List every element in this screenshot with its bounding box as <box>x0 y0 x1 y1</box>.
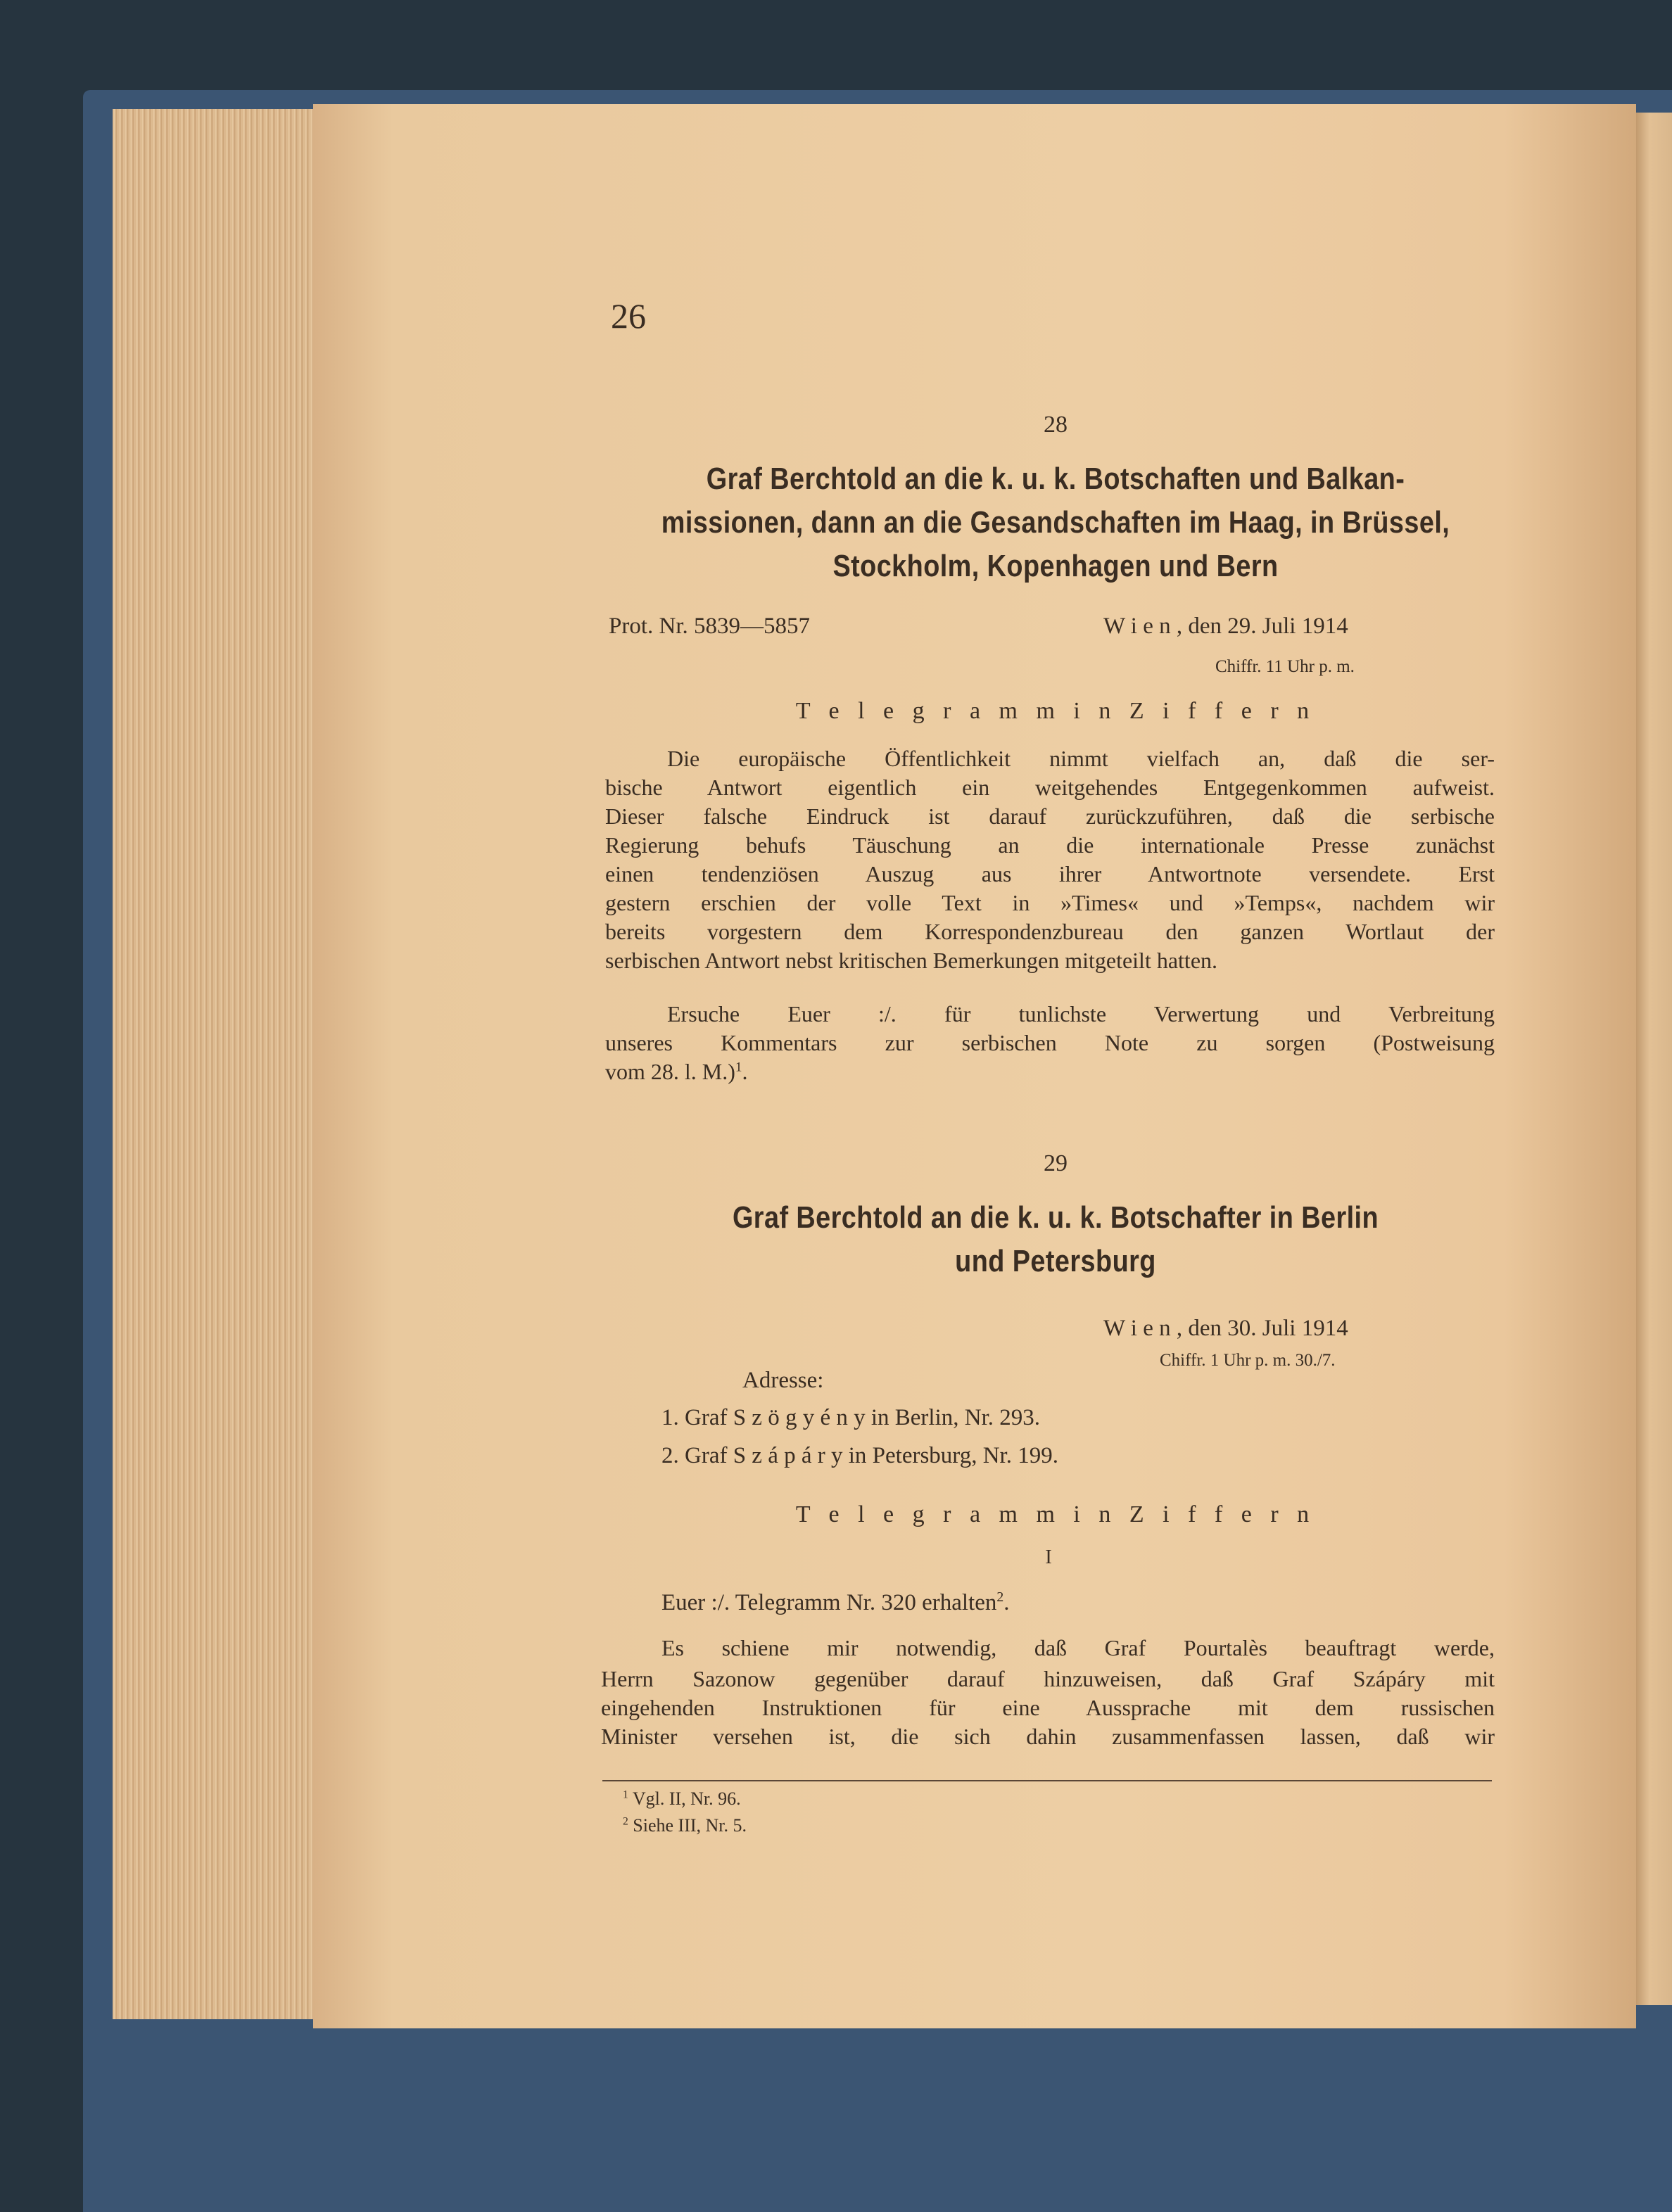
text-line: eingehenden Instruktionen für eine Aussprache mit dem russischen <box>601 1695 1495 1720</box>
footnote <box>623 1814 747 1838</box>
text-line: Dieser falsche Eindruck ist darauf zurückzuführen, daß die serbische <box>605 803 1495 829</box>
text-line: Euer :/. Telegramm Nr. 320 erhalten <box>661 1590 997 1615</box>
document-number: 29 <box>1044 1150 1068 1176</box>
body-paragraph-end <box>605 1057 1495 1086</box>
address-line: 1. Graf S z ö g y é n y in Berlin, Nr. 293. <box>661 1405 1041 1430</box>
facing-page-edge <box>1631 113 1672 2005</box>
text-line: serbischen Antwort nebst kritischen Bemerkungen mitgeteilt hatten. <box>605 948 1218 973</box>
document-title <box>626 1196 1485 1283</box>
body-paragraph-continued <box>605 1029 1495 1057</box>
body-paragraph <box>605 744 1495 773</box>
title-line: Graf Berchtold an die k. u. k. Botschaften und Balkan- <box>706 462 1405 496</box>
text-line: bische Antwort eigentlich ein weitgehendes Entgegenkommen aufweist. <box>605 775 1495 800</box>
protocol-number: Prot. Nr. 5839—5857 <box>609 614 811 639</box>
body-paragraph-continued <box>605 773 1495 946</box>
cipher-note: Chiffr. 11 Uhr p. m. <box>1215 657 1355 676</box>
footnote-marker: 1 <box>735 1060 742 1075</box>
footnote-rule <box>602 1780 1492 1781</box>
footnote-marker: 1 <box>623 1788 628 1801</box>
footnote-text: Vgl. II, Nr. 96. <box>632 1788 741 1809</box>
telegram-type: T e l e g r a m m i n Z i f f e r n <box>795 698 1316 724</box>
title-line: Graf Berchtold an die k. u. k. Botschafter in Berlin <box>732 1200 1379 1235</box>
body-paragraph-end <box>605 946 1495 975</box>
text-line: bereits vorgestern dem Korrespondenzbureau den ganzen Wortlaut der <box>605 919 1495 944</box>
title-line: Stockholm, Kopenhagen und Bern <box>832 549 1279 583</box>
page-edges <box>113 109 331 2019</box>
body-paragraph <box>605 1000 1495 1029</box>
title-line: und Petersburg <box>955 1244 1156 1278</box>
address-label: Adresse: <box>742 1368 824 1393</box>
text-line: unseres Kommentars zur serbischen Note zu sorgen (Postweisung <box>605 1030 1495 1055</box>
text-line: Herrn Sazonow gegenüber darauf hinzuweisen, daß Graf Szápáry mit <box>601 1666 1495 1691</box>
title-line: missionen, dann an die Gesandschaften im Haag, in Brüssel, <box>661 505 1450 540</box>
address-line: 2. Graf S z á p á r y in Petersburg, Nr. 199. <box>661 1443 1058 1468</box>
footnote-marker: 2 <box>623 1815 628 1828</box>
body-line <box>661 1590 1009 1616</box>
text-line: einen tendenziösen Auszug aus ihrer Antwortnote versendete. Erst <box>605 861 1495 886</box>
page-number: 26 <box>611 296 646 336</box>
text-line: . <box>742 1059 748 1084</box>
footnote-marker: 2 <box>996 1589 1004 1605</box>
dateline: W i e n , den 29. Juli 1914 <box>1103 614 1348 639</box>
body-paragraph <box>605 1634 1495 1663</box>
text-line: Minister versehen ist, die sich dahin zusammenfassen lassen, daß wir <box>601 1724 1495 1749</box>
text-line: Ersuche Euer :/. für tunlichste Verwertung und Verbreitung <box>667 1001 1495 1026</box>
text-line: vom 28. l. M.) <box>605 1059 735 1084</box>
document-number: 28 <box>1044 412 1068 438</box>
document-title <box>626 457 1485 588</box>
text-line: Es schiene mir notwendig, daß Graf Pourtalès beauftragt werde, <box>661 1635 1495 1660</box>
text-line: . <box>1003 1590 1010 1615</box>
cipher-note: Chiffr. 1 Uhr p. m. 30./7. <box>1160 1351 1336 1370</box>
text-line: Die europäische Öffentlichkeit nimmt vielfach an, daß die ser- <box>667 746 1495 771</box>
text-line: Regierung behufs Täuschung an die internationale Presse zunächst <box>605 832 1495 858</box>
text-line: gestern erschien der volle Text in »Times« und »Temps«, nachdem wir <box>605 890 1495 915</box>
footnote-text: Siehe III, Nr. 5. <box>633 1815 747 1836</box>
section-number: I <box>1045 1546 1052 1568</box>
body-paragraph-continued <box>601 1665 1495 1751</box>
footnote <box>623 1787 741 1811</box>
dateline: W i e n , den 30. Juli 1914 <box>1103 1316 1348 1341</box>
telegram-type: T e l e g r a m m i n Z i f f e r n <box>795 1501 1316 1527</box>
